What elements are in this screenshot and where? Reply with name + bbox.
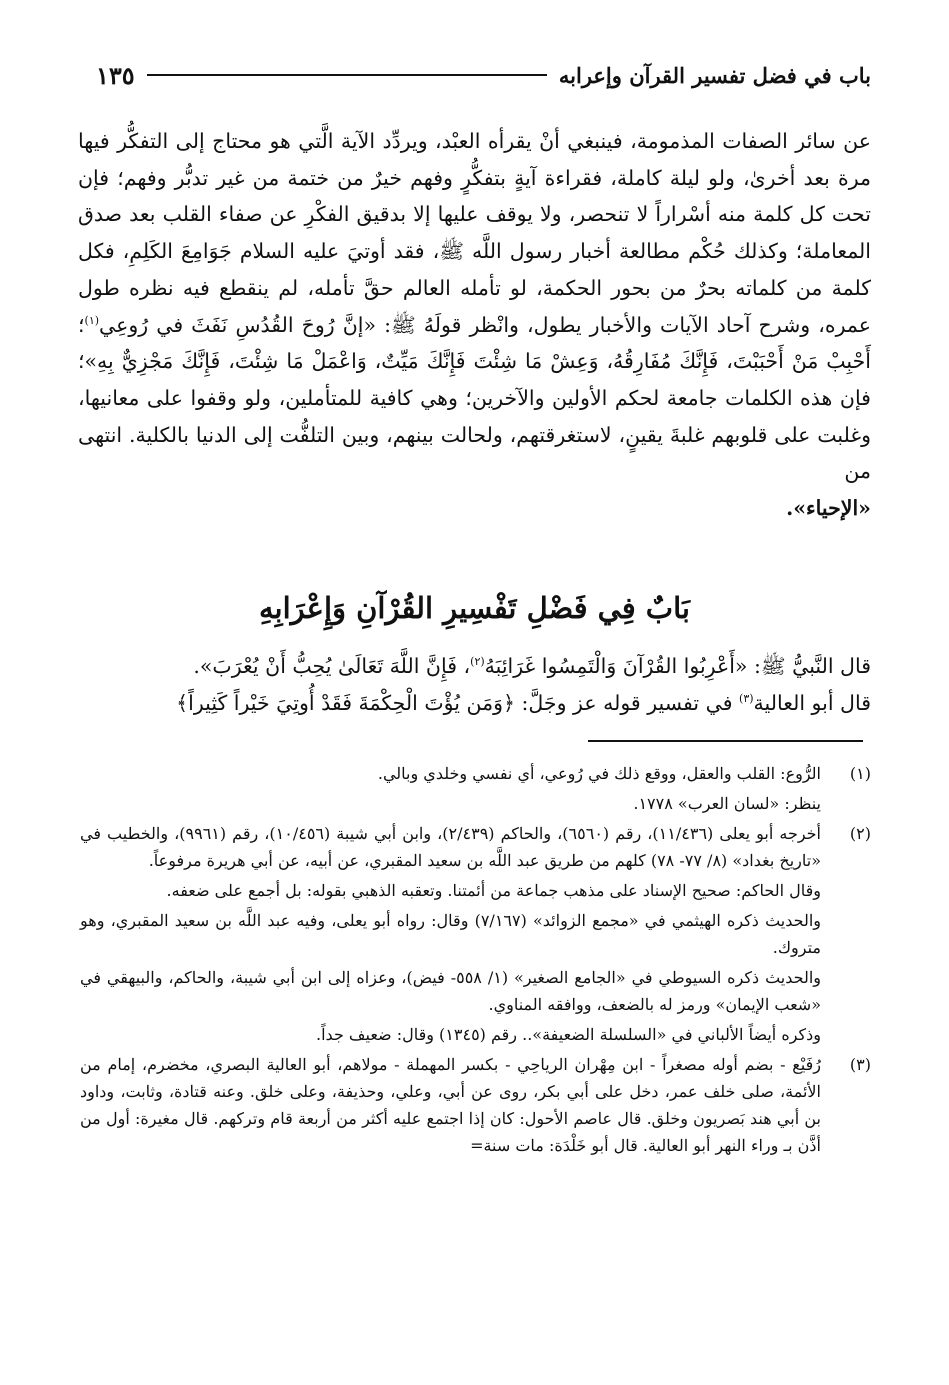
section-text (78, 648, 871, 722)
header-rule (147, 74, 547, 76)
footnote-1 (80, 760, 871, 820)
footnote-line: والحديث ذكره السيوطي في «الجامع الصغير» (١/ ٥٥٨- فيض)، وعزاه إلى ابن أبي شيبة، والحاكم، والبيهقي في «شعب الإيمان» ورمز له بالضعف، ووافقه المناوي. (80, 968, 821, 1014)
footnote-body (80, 820, 821, 1051)
source-reference-line (78, 490, 871, 527)
footnote-number: (٢) (849, 824, 871, 843)
footnote-line: الرُّوع: القلب والعقل، ووقع ذلك في رُوعي، أي نفسي وخلدي وبالي. (377, 764, 821, 783)
main-paragraph (78, 123, 871, 490)
footnote-separator (588, 740, 863, 742)
source-reference: «الإحياء». (786, 496, 871, 521)
narrator-text: قال أبو العالية (753, 691, 871, 715)
paragraph-text: عن سائر الصفات المذمومة، فينبغي أنْ يقرأه العبْد، ويردِّد الآية الَّتي هو محتاج إلى التفكُّر فيها مرة بعد أخرىٰ، ولو ليلة كاملة، فقراءة آيةٍ بتفكُّرٍ وفهم خيرٌ من ختمة من غير تدبُّر وفهم؛ فإن تحت كل كلمة منه أسْراراً لا تنحصر، ولا يوقف عليها إلا بدقيق الفكْرِ عن صفاء القلب بعد صدق المعاملة؛ وكذلك حُكْم مطالعة أخبار رسول اللَّه ﷺ، فقد أوتيَ عليه السلام جَوَامِعَ الكَلِمِ، فكل كلمة من كلماته بحرٌ من بحور الحكمة، لو تأمله العالم حقَّ تأمله، لم ينقطع فيه نظره طول عمره، وشرح آحاد الآيات والأخبار يطول، وانْظر قولَهُ ﷺ: «إنَّ رُوحَ القُدُسِ نَفَثَ في رُوعِي (78, 129, 871, 337)
footnotes (80, 760, 871, 1162)
footnote-3 (80, 1051, 871, 1162)
footnote-line: وقال الحاكم: صحيح الإسناد على مذهب جماعة من أئمتنا. وتعقبه الذهبي بقوله: بل أجمع على ضعفه. (166, 881, 821, 900)
section-line-1 (78, 648, 871, 685)
main-text (78, 123, 871, 527)
paragraph-text-continued: ؛ أَحْبِبْ مَنْ أَحْبَبْتَ، فَإِنَّكَ مُفَارِقُهُ، وَعِشْ مَا شِئْتَ فَإِنَّكَ مَيِّتٌ، وَاعْمَلْ مَا شِئْتَ، فَإِنَّكَ مَجْزِيٌّ بِهِ»؛ فإن هذه الكلمات جامعة لحكم الأولين والآخرين؛ وهي كافية للمتأملين، ولو وقفوا على معانيها، وغلبت على قلوبهم غلبةَ يقينٍ، لاستغرقتهم، ولحالت بينهم، وبين التلفُّت إلى الدنيا بالكلية. انتهى من (78, 312, 871, 484)
footnote-line: والحديث ذكره الهيثمي في «مجمع الزوائد» (٧/١٦٧) وقال: رواه أبو يعلى، وفيه عبد اللَّه بن سعيد المقبري، وهو متروك. (80, 911, 822, 957)
footnote-number: (٣) (849, 1055, 871, 1074)
footnote-body (80, 1051, 821, 1162)
footnote-ref-3: (٣) (739, 692, 754, 706)
footnote-line: أخرجه أبو يعلى (١١/٤٣٦)، رقم (٦٥٦٠)، والحاكم (٢/٤٣٩)، وابن أبي شيبة (١٠/٤٥٦)، رقم (٩٩٦١)، والخطيب في «تاريخ بغداد» (٨/ ٧٧- ٧٨) كلهم من طريق عبد اللَّه بن سعيد المقبري، عن أبيه، عن أبي هريرة مرفوعاً. (80, 824, 822, 870)
footnote-2 (80, 820, 871, 1051)
section-line-2 (78, 685, 871, 722)
footnote-number: (١) (849, 764, 871, 783)
running-title: باب في فضل تفسير القرآن وإعرابه (558, 62, 871, 88)
section-heading: بَابٌ فِي فَضْلِ تَفْسِيرِ القُرْآنِ وَإِعْرَابِهِ (258, 591, 691, 625)
hadith-text: قال النَّبيُّ ﷺ: «أَعْرِبُوا القُرْآنَ وَالْتَمِسُوا غَرَائِبَهُ (484, 654, 871, 678)
verse-text: في تفسير قوله عز وجَلَّ: ﴿وَمَن يُؤْتَ الْحِكْمَةَ فَقَدْ أُوتِيَ خَيْراً كَثِيراً﴾ (176, 691, 740, 715)
footnote-ref-2: (٢) (470, 655, 485, 669)
page-number: ١٣٥ (96, 60, 135, 90)
footnote-ref-1: (١) (84, 313, 100, 327)
footnote-body (80, 760, 821, 820)
running-header (96, 58, 871, 92)
footnote-line: ينظر: «لسان العرب» ١٧٧٨. (633, 794, 821, 813)
footnote-line: رُفَيْع - بضم أوله مصغراً - ابن مِهْران الرياحِي - بكسر المهملة - مولاهم، أبو العالية البصري، مخضرم، إمام من الأئمة، صلى خلف عمر، دخل على أبي بكر، روى عن أبي، وعلي، وحذيفة، وعلى خلق. وعنه قتادة، وثابت، وداود بن أبي هند بَصريون وخلق. قال عاصم الأحول: كان إذا اجتمع عليه أكثر من أربعة قام وتركهم. قال مغيرة: أول من أذَّن بـ وراء النهر أبو العالية. قال أبو خَلْدَة: مات سنة= (80, 1055, 822, 1155)
footnote-line: وذكره أيضاً الألباني في «السلسلة الضعيفة».. رقم (١٣٤٥) وقال: ضعيف جداً. (316, 1025, 821, 1044)
hadith-text-end: ، فَإِنَّ اللَّهَ تَعَالَىٰ يُحِبُّ أَنْ يُعْرَبَ». (193, 654, 471, 678)
